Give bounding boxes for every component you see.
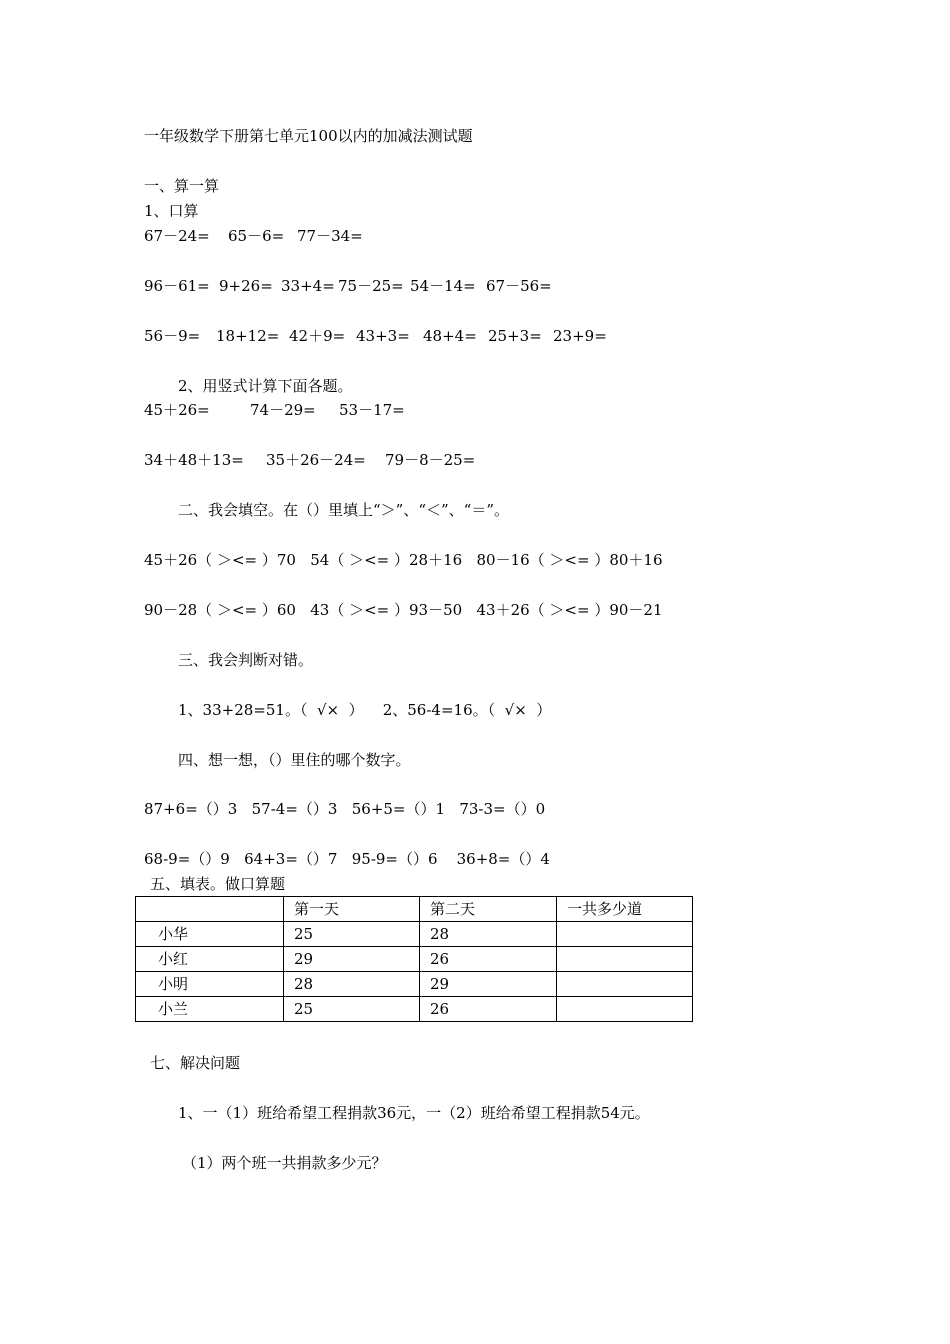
oral-item: 65－6= [228, 227, 285, 245]
section1-heading: 一、算一算 [144, 177, 220, 195]
vertical-item: 34＋48＋13= [144, 451, 244, 469]
table-cell: 小红 [136, 947, 284, 972]
vertical-item: 45＋26= [144, 401, 210, 419]
table-cell: 28 [284, 972, 420, 997]
section7-heading: 七、解决问题 [150, 1054, 241, 1072]
page-title: 一年级数学下册第七单元100以内的加减法测试题 [144, 127, 473, 145]
section4-heading: 四、想一想，（）里住的哪个数字。 [178, 751, 411, 769]
vertical-item: 53－17= [339, 401, 405, 419]
table-cell: 小明 [136, 972, 284, 997]
oral-item: 42＋9= [289, 327, 346, 345]
digit-row: 87+6=（）3 57-4=（）3 56+5=（）1 73-3=（）0 [144, 800, 546, 818]
table-cell [557, 972, 693, 997]
question-text: （1）两个班一共捐款多少元？ [182, 1154, 387, 1172]
table-cell: 29 [420, 972, 557, 997]
table-cell [557, 922, 693, 947]
judge-row: 1、33+28=51。（ √× ） 2、56-4=16。（ √× ） [178, 701, 552, 719]
table-cell: 小华 [136, 922, 284, 947]
table-row [136, 972, 693, 997]
section5-heading: 五、填表。做口算题 [150, 875, 286, 893]
oral-item: 96－61= [144, 277, 210, 295]
section2-heading: 二、我会填空。在（）里填上“＞”、“＜”、“＝”。 [178, 501, 510, 519]
problem-text: 1、一（1）班给希望工程捐款36元，一（2）班给希望工程捐款54元。 [178, 1104, 650, 1122]
table-header-cell: 一共多少道 [557, 897, 693, 922]
compare-row: 90－28（ ＞<= ）60 43（ ＞<= ）93－50 43＋26（ ＞<= ）90－21 [144, 601, 663, 619]
table-cell: 29 [284, 947, 420, 972]
oral-item: 18+12= [216, 327, 280, 345]
table-cell [557, 947, 693, 972]
vertical-item: 35＋26－24= [266, 451, 366, 469]
section3-heading: 三、我会判断对错。 [178, 651, 314, 669]
compare-row: 45＋26（ ＞<= ）70 54（ ＞<= ）28＋16 80－16（ ＞<= ）80＋16 [144, 551, 663, 569]
table-row [136, 997, 693, 1022]
oral-item: 54－14= [410, 277, 476, 295]
table-row [136, 947, 693, 972]
table-header-cell: 第一天 [284, 897, 420, 922]
table-cell: 28 [420, 922, 557, 947]
digit-row: 68-9=（）9 64+3=（）7 95-9=（）6 36+8=（）4 [144, 850, 550, 868]
oral-item: 43+3= [356, 327, 410, 345]
oral-item: 48+4= [423, 327, 477, 345]
table-cell [557, 997, 693, 1022]
table-cell: 26 [420, 997, 557, 1022]
table-header-cell [136, 897, 284, 922]
table-cell: 25 [284, 997, 420, 1022]
table-cell: 25 [284, 922, 420, 947]
oral-item: 56－9= [144, 327, 201, 345]
oral-item: 9+26= [219, 277, 273, 295]
table-header-row [136, 897, 693, 922]
table-header-cell: 第二天 [420, 897, 557, 922]
oral-label: 1、口算 [144, 202, 199, 220]
oral-item: 25+3= [488, 327, 542, 345]
vertical-item: 79－8－25= [385, 451, 476, 469]
table-cell: 小兰 [136, 997, 284, 1022]
oral-item: 33+4= [281, 277, 335, 295]
vertical-item: 74－29= [250, 401, 316, 419]
table-row [136, 922, 693, 947]
oral-item: 67－56= [486, 277, 552, 295]
oral-item: 75－25= [338, 277, 404, 295]
table-cell: 26 [420, 947, 557, 972]
score-table [135, 896, 693, 1022]
oral-item: 67－24= [144, 227, 210, 245]
vertical-label: 2、用竖式计算下面各题。 [178, 377, 353, 395]
oral-item: 23+9= [553, 327, 607, 345]
oral-item: 77－34= [297, 227, 363, 245]
